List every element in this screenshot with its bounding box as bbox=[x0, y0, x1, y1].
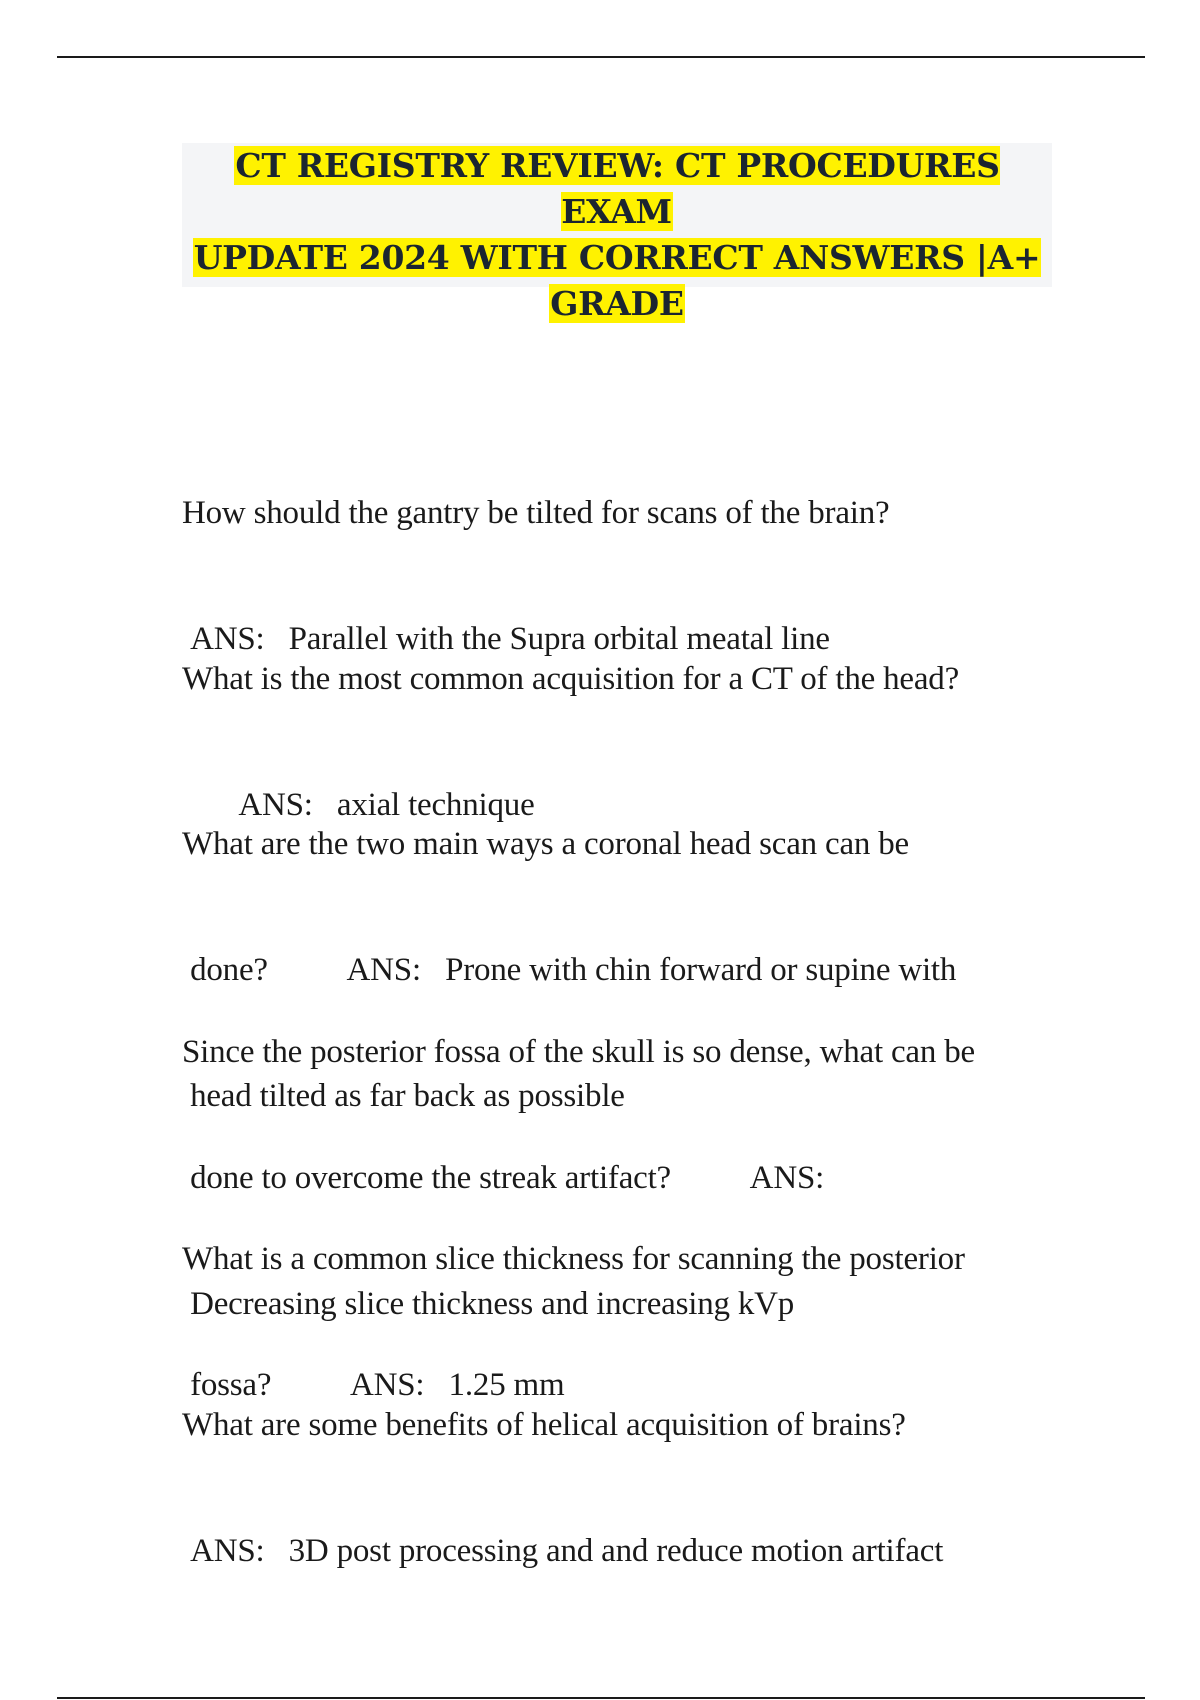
question-line: What is a common slice thickness for scanning the posterior bbox=[182, 1241, 965, 1277]
answer-line: done? ANS: Prone with chin forward or supine with bbox=[182, 952, 957, 988]
answer-line: fossa? ANS: 1.25 mm bbox=[182, 1367, 565, 1403]
answer-line: ANS: axial technique bbox=[182, 787, 535, 823]
answer-line: ANS: 3D post processing and and reduce motion artifact bbox=[182, 1533, 944, 1569]
answer-line: Decreasing slice thickness and increasing kVp bbox=[182, 1286, 795, 1322]
question-line: What is the most common acquisition for a CT of the head? bbox=[182, 661, 960, 697]
top-divider bbox=[57, 56, 1145, 58]
bottom-divider bbox=[57, 1697, 1145, 1699]
question-line: done to overcome the streak artifact? ANS: bbox=[182, 1160, 825, 1196]
title-line: UPDATE 2024 WITH CORRECT ANSWERS |A+ bbox=[193, 238, 1041, 277]
question-line: Since the posterior fossa of the skull is so dense, what can be bbox=[182, 1034, 975, 1070]
title-line: GRADE bbox=[550, 284, 684, 323]
question-line: What are some benefits of helical acquisition of brains? bbox=[182, 1407, 906, 1443]
question-line: How should the gantry be tilted for scans of the brain? bbox=[182, 495, 890, 531]
title-line: CT REGISTRY REVIEW: CT PROCEDURES EXAM bbox=[235, 146, 1000, 231]
document-title bbox=[182, 143, 1052, 323]
answer-line: head tilted as far back as possible bbox=[182, 1078, 625, 1114]
question-line: What are the two main ways a coronal head scan can be bbox=[182, 826, 909, 862]
answer-line: ANS: Parallel with the Supra orbital meatal line bbox=[182, 621, 830, 657]
qa-item bbox=[182, 1320, 943, 1656]
